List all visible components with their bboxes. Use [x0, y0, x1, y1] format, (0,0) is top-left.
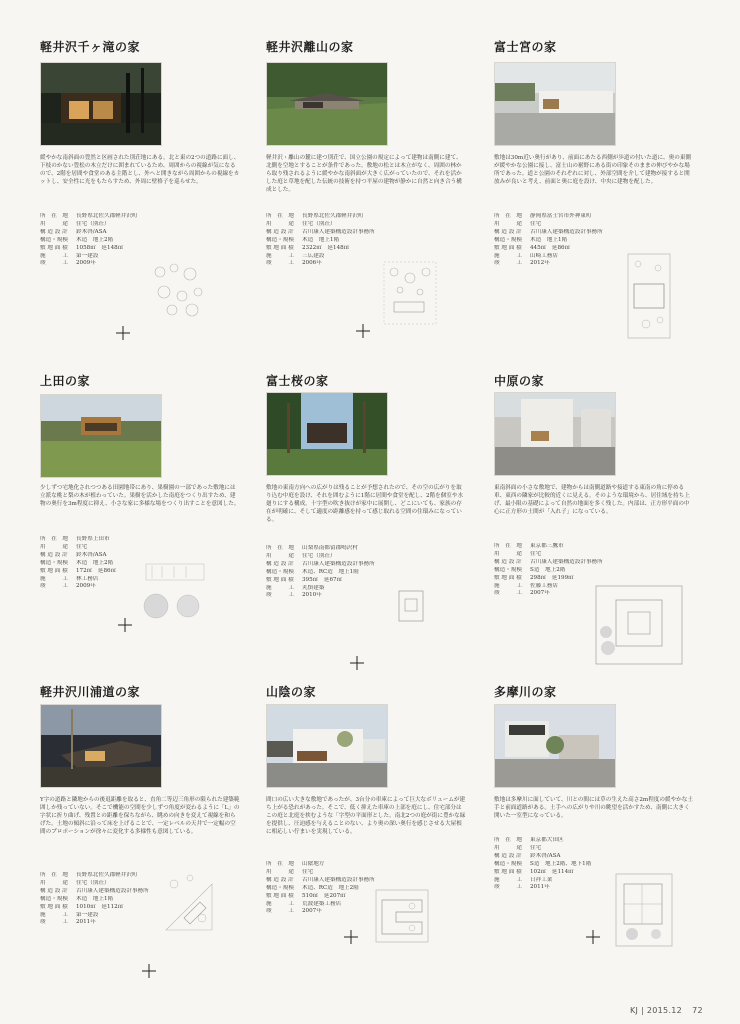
spec-value: 山陰地方 [302, 861, 325, 867]
spec-value: 住宅（別荘） [76, 220, 110, 227]
project-description: 軽井沢・離山の麓に建つ別荘で、国立公園の規定によって建物は南側に建て、北側を空地とすることが条件であった。敷地の松とは木立がなく、周囲の林から取り残されるように緩やかな南斜面が大きく広がっていたので、それを活かした庭と草地を配した伝統の技術を持つ平屋の建物が静かに自然と向き合う構成とした。 [266, 155, 462, 193]
spec-row [494, 837, 624, 845]
spec-value: 鈴木啓/ASA [530, 852, 561, 859]
spec-key: 所 在 地 [494, 543, 522, 549]
spec-row [266, 561, 396, 569]
project-title: 中原の家 [494, 374, 545, 388]
spec-row [494, 853, 624, 861]
spec-key: 構 造 設 計 [40, 887, 68, 894]
spec-value: 445㎡ 延86㎡ [530, 244, 571, 251]
project-card-ueda [40, 372, 240, 389]
spec-value: 長野県上田市 [76, 536, 110, 542]
spec-row [40, 536, 170, 544]
spec-key: 施 工 [40, 575, 68, 582]
spec-value: 木造 地上1階 [302, 236, 340, 243]
spec-value: 2007年 [530, 590, 550, 597]
spec-value: 第一建設 [76, 911, 99, 918]
spec-key: 用 途 [40, 879, 68, 886]
spec-key: 用 途 [266, 868, 294, 875]
spec-row [266, 553, 396, 561]
spec-key: 竣 工 [40, 919, 68, 926]
spec-key: 施 工 [266, 252, 294, 259]
project-specs [266, 545, 396, 600]
spec-value: 木造 地上1階 [76, 895, 114, 902]
spec-value: 東京都大田区 [530, 837, 564, 843]
spec-value: 298㎡ 延199㎡ [530, 574, 574, 581]
project-photo [494, 392, 616, 476]
project-title: 軽井沢千ヶ滝の家 [40, 40, 141, 54]
spec-row [40, 904, 170, 912]
spec-key: 敷 地 面 積 [494, 868, 522, 875]
spec-key: 施 工 [494, 582, 522, 589]
spec-row [266, 577, 396, 585]
spec-value: 丸慎建築 [302, 584, 325, 591]
spec-key: 用 途 [494, 220, 522, 227]
spec-value: 住宅（別荘） [76, 879, 110, 886]
spec-row [266, 229, 396, 237]
project-card-fujizakura [266, 372, 466, 389]
spec-row [40, 213, 170, 221]
site-plan-drawing [396, 588, 426, 624]
spec-row [40, 888, 170, 896]
page-number: 72 [692, 1006, 703, 1015]
north-arrow-icon [350, 656, 364, 670]
spec-key: 施 工 [40, 911, 68, 918]
spec-value: 木造、RC造 地上1階 [302, 568, 359, 575]
spec-value: 2006年 [302, 260, 322, 267]
north-arrow-icon [356, 324, 370, 338]
spec-value: 住宅 [530, 550, 542, 557]
spec-key: 用 途 [266, 220, 294, 227]
spec-value: 佐藤工務店 [530, 582, 558, 589]
spec-key: 構造・規模 [494, 236, 522, 243]
site-plan-drawing [592, 582, 686, 668]
spec-key: 敷 地 面 積 [40, 244, 68, 251]
spec-row [494, 245, 624, 253]
spec-row [266, 877, 396, 885]
spec-value: 古川康人建築構造設計事務所 [530, 228, 603, 235]
spec-key: 所 在 地 [494, 837, 522, 843]
north-arrow-icon [118, 618, 132, 632]
spec-key: 構 造 設 計 [494, 852, 522, 859]
project-card-karuizawa-kawauradou [40, 683, 240, 700]
spec-value: 木造、RC造 地上2階 [302, 884, 359, 891]
spec-key: 構 造 設 計 [40, 551, 68, 558]
site-plan-drawing [140, 562, 210, 624]
spec-row [266, 253, 396, 261]
project-specs [494, 837, 624, 892]
spec-row [494, 884, 624, 892]
spec-row [494, 559, 624, 567]
spec-key: 竣 工 [40, 260, 68, 267]
spec-key: 構造・規模 [494, 566, 522, 573]
project-photo [266, 62, 388, 146]
spec-key: 用 途 [40, 220, 68, 227]
spec-key: 構造・規模 [40, 236, 68, 243]
spec-value: 古川康人建築構造設計事務所 [302, 876, 375, 883]
spec-value: S造 地上2階、地下1階 [530, 860, 592, 867]
project-photo [494, 704, 616, 788]
site-plan-drawing [160, 870, 218, 936]
spec-row [266, 245, 396, 253]
spec-row [494, 221, 624, 229]
page-footer [630, 1006, 703, 1015]
project-photo [40, 394, 162, 478]
spec-value: 2009年 [76, 260, 96, 267]
spec-row [266, 869, 396, 877]
spec-row [40, 237, 170, 245]
spec-key: 敷 地 面 積 [266, 244, 294, 251]
spec-key: 構造・規模 [40, 559, 68, 566]
spec-value: 東京都三鷹市 [530, 543, 564, 549]
spec-key: 施 工 [494, 876, 522, 883]
site-plan-drawing [624, 250, 674, 342]
spec-value: 日祥工業 [530, 876, 553, 883]
spec-value: 古川康人建築構造設計事務所 [76, 887, 149, 894]
spec-value: 長野県北佐久郡軽井沢町 [76, 213, 138, 219]
north-arrow-icon [586, 930, 600, 944]
spec-key: 構 造 設 計 [494, 228, 522, 235]
project-description: 東南斜面の小さな敷地で、建物からは南側道路や接道する東南の角に停める車、東西の隣家が比較的近くに見える。そのような環境から、居住域を持ち上げ、最小限の基礎によって自然の地面を多く残した。内部は、正方形平面の中心に正方形の土間が「入れ子」になっている。 [494, 485, 690, 515]
spec-row [494, 551, 624, 559]
site-plan-drawing [380, 258, 440, 328]
spec-key: 施 工 [266, 900, 294, 907]
spec-key: 用 途 [494, 844, 522, 851]
spec-row [266, 861, 396, 869]
spec-row [266, 213, 396, 221]
spec-row [494, 213, 624, 221]
spec-key: 所 在 地 [266, 213, 294, 219]
spec-key: 敷 地 面 積 [266, 576, 294, 583]
spec-value: 2010年 [302, 592, 322, 599]
spec-value: 395㎡ 延67㎡ [302, 576, 343, 583]
project-specs [266, 213, 396, 268]
spec-key: 所 在 地 [40, 872, 68, 878]
spec-value: 木造 地上2階 [76, 236, 114, 243]
spec-value: 2011年 [530, 884, 550, 891]
journal-issue: KJ | 2015.12 [630, 1006, 683, 1015]
spec-value: 木造 地上2階 [76, 559, 114, 566]
spec-value: 510㎡ 延207㎡ [302, 892, 346, 899]
project-photo [266, 704, 388, 788]
spec-key: 敷 地 面 積 [494, 574, 522, 581]
project-description: 敷地の東南方向への広がりは残ることが予想されたので、その空の広がりを取り込む中庭を設け、それを囲むように1階に居間や食堂を配し、2階を個室や水廻りにする構成。十字型の吹き抜けが家中に展開し、どこにいても、家族の存在が明確に、そして適度の距離感を持って感じ取れる空間の住環みになっている。 [266, 485, 464, 523]
spec-value: 2322㎡ 延148㎡ [302, 244, 350, 251]
spec-row [266, 237, 396, 245]
spec-value: 2011年 [76, 919, 96, 926]
spec-key: 用 途 [494, 550, 522, 557]
spec-key: 施 工 [494, 252, 522, 259]
spec-key: 敷 地 面 積 [494, 244, 522, 251]
spec-value: 住宅（別荘） [302, 220, 336, 227]
spec-value: 102㎡ 延114㎡ [530, 868, 574, 875]
project-specs [40, 213, 170, 268]
spec-key: 構 造 設 計 [40, 228, 68, 235]
site-plan-drawing [372, 886, 432, 946]
spec-row [266, 569, 396, 577]
project-description: 緩やかな南斜面の豊然と区画された別荘地にある。北と東の2つの道路に面し、下枝のかない豊松の木立だけに囲まれているため、周囲からの視線が気になるので、2階を居間や食堂のある主階とし、外へと開きながら周囲からの視線をカットし、安全性に光をもたらすため、外周に壁格子を巡らせた。 [40, 155, 240, 185]
project-card-fujinomiya [494, 38, 694, 55]
spec-value: 172㎡ 延86㎡ [76, 567, 117, 574]
spec-row [40, 552, 170, 560]
spec-key: 構 造 設 計 [266, 876, 294, 883]
project-title: 軽井沢川浦道の家 [40, 685, 141, 699]
spec-row [494, 567, 624, 575]
spec-value: 住宅 [76, 543, 88, 550]
spec-row [266, 545, 396, 553]
project-title: 多摩川の家 [494, 685, 557, 699]
spec-key: 所 在 地 [494, 213, 522, 219]
spec-key: 用 途 [40, 543, 68, 550]
project-card-nakahara [494, 372, 694, 389]
north-arrow-icon [142, 964, 156, 978]
spec-value: 鈴木啓/ASA [76, 228, 107, 235]
project-description: 間口の広い大きな敷地であったが、3台分の車庫によって巨大なボリュームが建ち上がる恐れがあった。そこで、低く抑えた車庫の上部を庭にし、住宅部分はこの庭と北庭を挟むような「字型の平面形とした。南北2つの庭が街に豊かな緑を提供し、圧迫感を与えることのない、より奥の深い奥行を感じさせる大屋根に相応しい佇まいを実現している。 [266, 797, 466, 835]
spec-key: 構造・規模 [40, 895, 68, 902]
spec-row [266, 585, 396, 593]
project-description: 敷地は30m近い奥行があり、前面にあたる西側が歩道の付いた道に、奥の東側が緩やかな公園に接し、富士山の裾野にある街の印象そのままの伸びやかな場所であった。道と公園のそれぞれに対し、外部空間を介して建物が接すると開放みが良いと考え、前面と奥に庭を設け、中央に建物を配した。 [494, 155, 692, 185]
spec-row [494, 253, 624, 261]
spec-row [494, 869, 624, 877]
project-title: 富士桜の家 [266, 374, 329, 388]
project-photo [40, 704, 162, 788]
site-plan-drawing [612, 870, 676, 950]
spec-value: 2012年 [530, 260, 550, 267]
project-photo [494, 62, 616, 146]
spec-key: 構造・規模 [494, 860, 522, 867]
spec-value: 2007年 [302, 908, 322, 915]
spec-value: 山崎工務店 [530, 252, 558, 259]
spec-key: 所 在 地 [40, 213, 68, 219]
spec-value: 2009年 [76, 583, 96, 590]
spec-value: 住宅 [530, 220, 542, 227]
north-arrow-icon [344, 930, 358, 944]
spec-key: 構 造 設 計 [494, 558, 522, 565]
spec-key: 所 在 地 [40, 536, 68, 542]
spec-value: 荒波建築工務店 [302, 900, 342, 907]
spec-row [40, 896, 170, 904]
spec-key: 構造・規模 [266, 884, 294, 891]
spec-row [266, 592, 396, 600]
spec-key: 敷 地 面 積 [40, 567, 68, 574]
spec-key: 所 在 地 [266, 545, 294, 551]
spec-row [40, 221, 170, 229]
project-card-karuizawa-hanareyama [266, 38, 466, 55]
spec-value: 三広建設 [302, 252, 325, 259]
spec-key: 施 工 [266, 584, 294, 591]
north-arrow-icon [116, 326, 130, 340]
project-description: Y字の道路と隣地からの後退距離を取ると、直角二等辺三角形の限られた建築範囲しか残っていない。そこで機能の空間を少しずつ角度が変わるように「L」の字状に折り曲げ、残置との距離を保ちながら、眺めの向きを変えて視線を和らげた。土地の傾斜に沿って床を上げることで、一定レベルの天井で一定幅の空間のプロポーションが徐々に変化する多様性も意図している。 [40, 797, 240, 835]
spec-row [494, 877, 624, 885]
project-title: 山陰の家 [266, 685, 317, 699]
spec-value: 長野県北佐久郡軽井沢町 [302, 213, 364, 219]
spec-value: 古川康人建築構造設計事務所 [530, 558, 603, 565]
spec-row [40, 919, 170, 927]
spec-value: 木造 地上1階 [530, 236, 568, 243]
spec-value: 林工務店 [76, 575, 99, 582]
project-description: 敷地は多摩川に面していて、川との間には草の生えた高さ2m程度の緩やかな土手と前面道路がある。土手への広がりや川の眺望を活かすため、南側に大きく開いた一室型になっている。 [494, 797, 693, 819]
spec-key: 竣 工 [494, 884, 522, 891]
spec-key: 竣 工 [494, 590, 522, 597]
project-specs [494, 213, 624, 268]
spec-row [40, 253, 170, 261]
site-plan-drawing [150, 262, 208, 320]
spec-key: 敷 地 面 積 [266, 892, 294, 899]
spec-key: 竣 工 [266, 260, 294, 267]
spec-value: 鈴木啓/ASA [76, 551, 107, 558]
spec-value: 住宅 [302, 868, 314, 875]
spec-row [40, 872, 170, 880]
spec-value: 1010㎡ 延112㎡ [76, 903, 124, 910]
spec-row [266, 260, 396, 268]
spec-row [40, 544, 170, 552]
spec-value: 第一建設 [76, 252, 99, 259]
spec-value: 住宅 [530, 844, 542, 851]
spec-value: 古川康人建築構造設計事務所 [302, 228, 375, 235]
spec-value: 静岡県富士宮市外神東町 [530, 213, 592, 219]
spec-key: 構造・規模 [266, 568, 294, 575]
spec-key: 用 途 [266, 552, 294, 559]
project-card-tamagawa [494, 683, 694, 700]
spec-key: 竣 工 [40, 583, 68, 590]
spec-key: 竣 工 [266, 908, 294, 915]
project-card-karuizawa-sengataki [40, 38, 240, 55]
spec-key: 所 在 地 [266, 861, 294, 867]
spec-row [494, 861, 624, 869]
spec-value: 1058㎡ 延148㎡ [76, 244, 124, 251]
spec-row [40, 245, 170, 253]
spec-key: 敷 地 面 積 [40, 903, 68, 910]
spec-row [40, 912, 170, 920]
spec-value: S造 地上2階 [530, 566, 566, 573]
spec-key: 構 造 設 計 [266, 560, 294, 567]
spec-row [494, 543, 624, 551]
spec-key: 竣 工 [266, 592, 294, 599]
spec-value: 長野県北佐久郡軽井沢町 [76, 872, 138, 878]
spec-key: 施 工 [40, 252, 68, 259]
spec-key: 構造・規模 [266, 236, 294, 243]
spec-row [40, 229, 170, 237]
project-specs [40, 872, 170, 927]
project-title: 軽井沢離山の家 [266, 40, 354, 54]
spec-value: 古川康人建築構造設計事務所 [302, 560, 375, 567]
project-title: 上田の家 [40, 374, 91, 388]
spec-row [494, 229, 624, 237]
spec-value: 山梨県南都留郡鳴沢村 [302, 545, 358, 551]
spec-row [40, 880, 170, 888]
project-card-san-in [266, 683, 466, 700]
spec-key: 竣 工 [494, 260, 522, 267]
spec-row [266, 221, 396, 229]
spec-value: 住宅（別荘） [302, 552, 336, 559]
project-photo [40, 62, 162, 146]
project-description: 少しずつ宅地化されつつある田園地帯にあり、果樹園の一部であった敷地には立派な桃と梨の木が植わっていた。果樹を活かした南庭をつくり出すため、建物の奥行を3m程度に抑え、小さな家に多様な場をつくり出すことを意図した。 [40, 485, 240, 507]
project-photo [266, 392, 388, 476]
spec-key: 構 造 設 計 [266, 228, 294, 235]
spec-row [494, 237, 624, 245]
spec-row [494, 260, 624, 268]
spec-row [494, 845, 624, 853]
project-title: 富士宮の家 [494, 40, 557, 54]
